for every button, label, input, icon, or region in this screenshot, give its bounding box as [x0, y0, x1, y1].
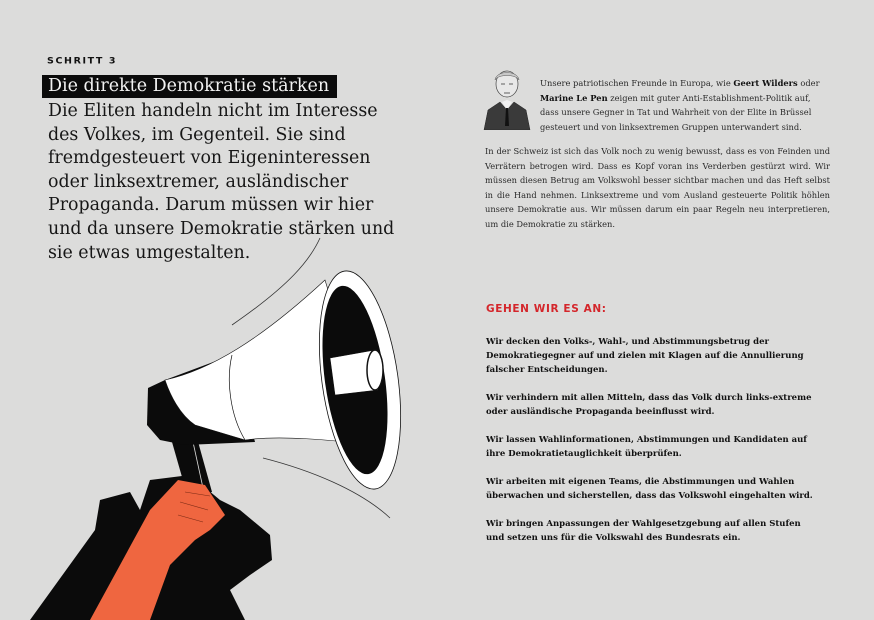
lead-paragraph: Die Eliten handeln nicht im Interesse des Volkes, im Gegenteil. Sie sind fremdgesteuert von Eigeninteressen oder linksextremer, ausländischer Propaganda. Darum müssen wir hier und da unsere Demokratie stärken und sie etwas umgestalten. [48, 101, 395, 263]
name-marine-le-pen: Marine Le Pen [540, 92, 608, 103]
intro-paragraph: Unsere patriotischen Freunde in Europa, wie Geert Wilders oder Marine Le Pen zeigen mit guter Anti-Establishment-Politik auf, dass unsere Gegner in Tat und Wahrheit von der Elite in Brüssel gesteuert und von linksextremen Gruppen unterwandert sind. [540, 78, 820, 132]
headline: Die direkte Demokratie stärken [42, 75, 337, 98]
portrait-illustration [482, 64, 532, 130]
action-list [486, 335, 816, 559]
name-geert-wilders: Geert Wilders [733, 78, 798, 88]
step-label: SCHRITT 3 [47, 56, 118, 67]
list-item: Wir arbeiten mit eigenen Teams, die Abstimmungen und Wahlen überwachen und sicherstellen, dass das Volkswohl eingehalten wird. [486, 477, 813, 501]
list-item: Wir verhindern mit allen Mitteln, dass das Volk durch links-extreme oder ausländische Propaganda beeinflusst wird. [486, 393, 812, 417]
megaphone-illustration [0, 230, 420, 620]
cta-heading: GEHEN WIR ES AN: [486, 303, 607, 315]
list-item: Wir bringen Anpassungen der Wahlgesetzgebung auf allen Stufen und setzen uns für die Volkswahl des Bundesrats ein. [486, 519, 801, 543]
body-paragraph: In der Schweiz ist sich das Volk noch zu wenig bewusst, dass es von Feinden und Verrätern betrogen wird. Dass es Kopf voran ins Verderben gestürzt wird. Wir müssen diesen Betrug am Volkswohl besser sichtbar machen und das Heft selbst in die Hand nehmen. Linksextreme und vom Ausland gesteuerte Politik höhlen unsere Demokratie aus. Wir müssen darum ein paar Regeln neu interpretieren, um die Demokratie zu stärken. [485, 146, 830, 229]
list-item: Wir decken den Volks-, Wahl-, und Abstimmungsbetrug der Demokratiegegner auf und zielen mit Klagen auf die Annullierung falscher Entscheidungen. [486, 337, 804, 375]
list-item: Wir lassen Wahlinformationen, Abstimmungen und Kandidaten auf ihre Demokratietauglichkeit überprüfen. [486, 435, 807, 459]
